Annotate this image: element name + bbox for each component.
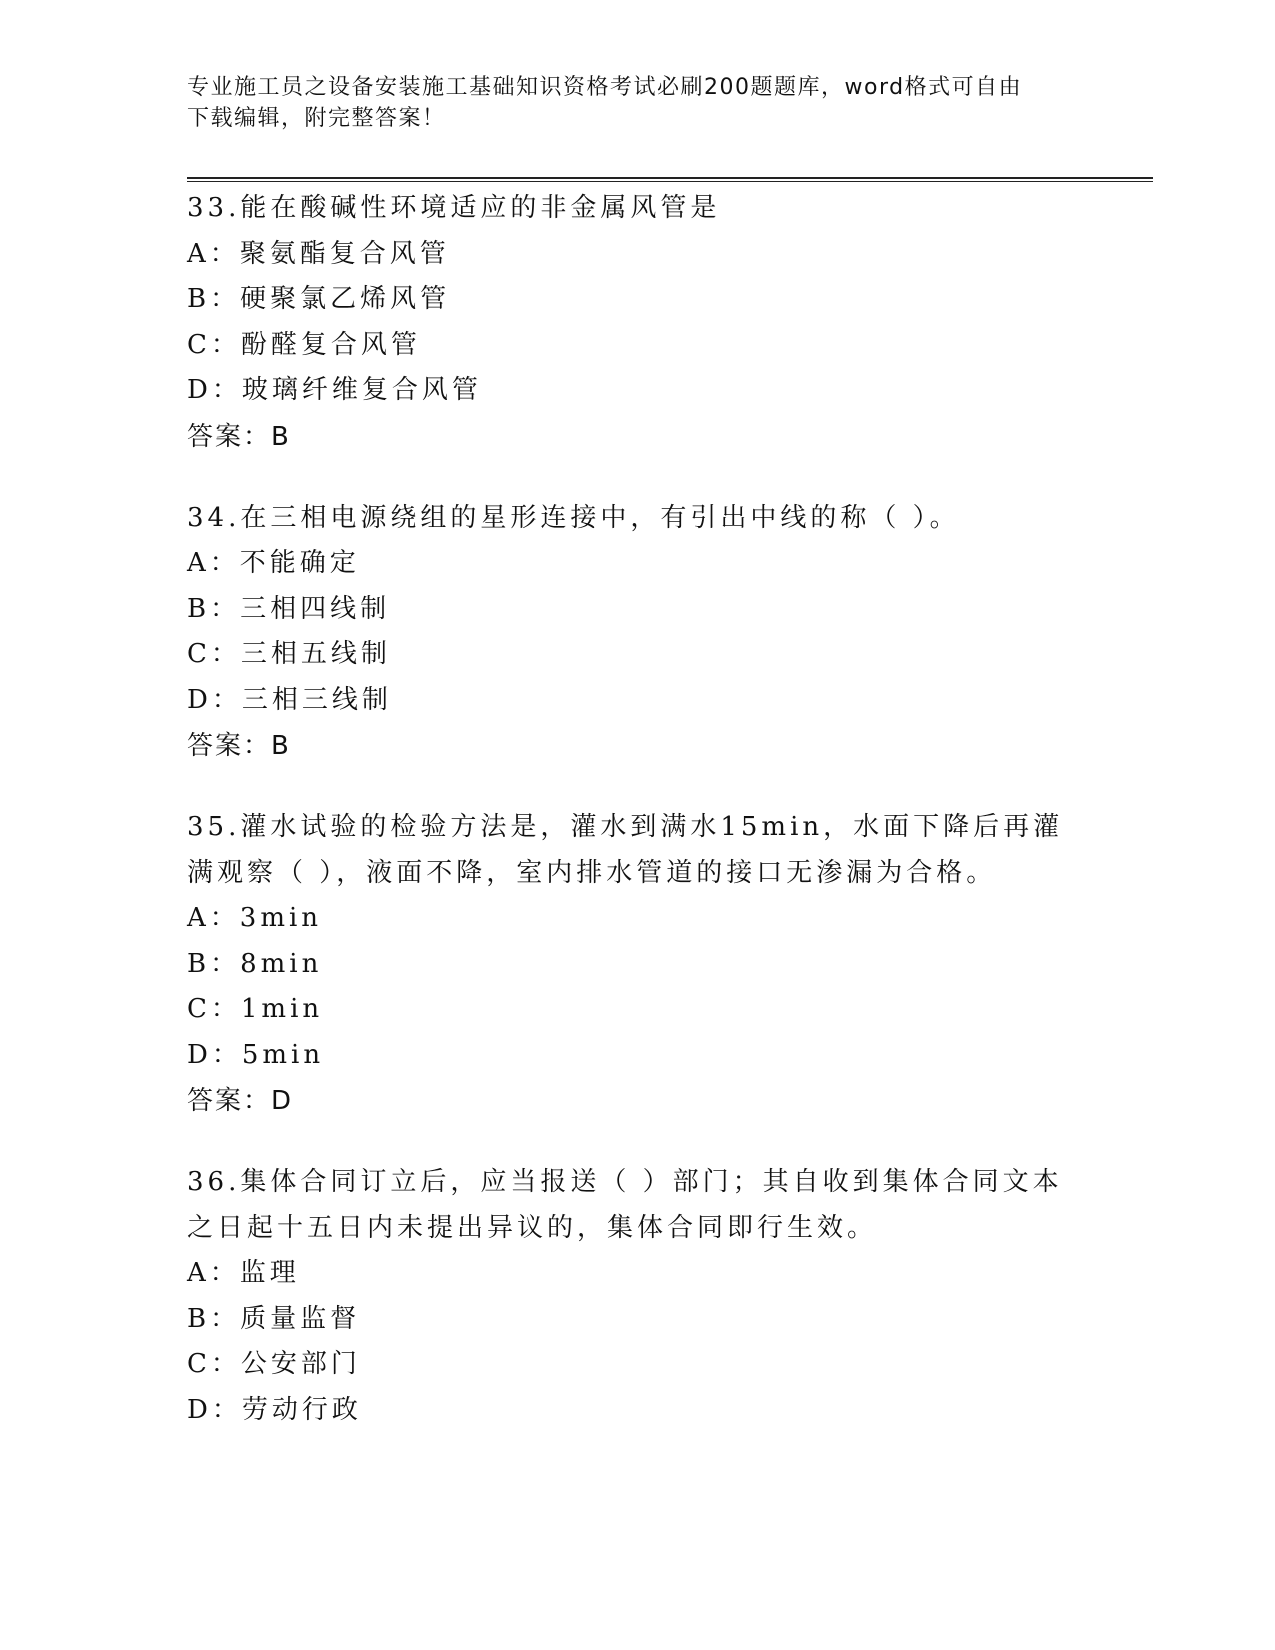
option-b: B：三相四线制 [187, 593, 391, 624]
question-stem: 35.灌水试验的检验方法是，灌水到满水15min，水面下降后再灌满观察（ ），液面不降，室内排水管道的接口无渗漏为合格。 [187, 812, 1064, 888]
header-divider [187, 177, 1153, 182]
question-34 [187, 496, 1077, 770]
option-c: C：公安部门 [187, 1349, 361, 1379]
header-title-line-2: 下载编辑，附完整答案！ [187, 106, 446, 131]
answer-label: 答案：B [187, 421, 291, 452]
option-b: B：8min [187, 948, 323, 979]
answer-label: 答案：D [187, 1086, 294, 1116]
option-c: C：酚醛复合风管 [187, 329, 421, 360]
option-c: C：三相五线制 [187, 639, 391, 669]
option-d: D：5min [187, 1039, 325, 1070]
option-a: A：3min [187, 903, 323, 933]
option-b: B：硬聚氯乙烯风管 [187, 284, 451, 314]
option-b: B：质量监督 [187, 1303, 361, 1334]
answer-label: 答案：B [187, 731, 291, 761]
option-a: A：监理 [187, 1258, 300, 1288]
option-d: D：玻璃纤维复合风管 [187, 375, 482, 405]
document-header [187, 72, 1067, 134]
header-title-line-1: 专业施工员之设备安装施工基础知识资格考试必刷200题题库，word格式可自由 [187, 75, 1023, 100]
option-a: A：不能确定 [187, 548, 360, 578]
question-stem: 33.能在酸碱性环境适应的非金属风管是 [187, 193, 721, 223]
option-d: D：三相三线制 [187, 684, 392, 715]
question-35 [187, 805, 1077, 1124]
option-a: A：聚氨酯复合风管 [187, 238, 450, 269]
question-stem: 34.在三相电源绕组的星形连接中，有引出中线的称（ ）。 [187, 502, 960, 533]
question-list [187, 186, 1077, 1469]
option-c: C：1min [187, 994, 324, 1024]
question-36 [187, 1160, 1077, 1433]
question-33 [187, 186, 1077, 460]
question-stem: 36.集体合同订立后，应当报送（ ）部门；其自收到集体合同文本之日起十五日内未提出异议的，集体合同即行生效。 [187, 1167, 1063, 1243]
option-d: D：劳动行政 [187, 1394, 362, 1425]
